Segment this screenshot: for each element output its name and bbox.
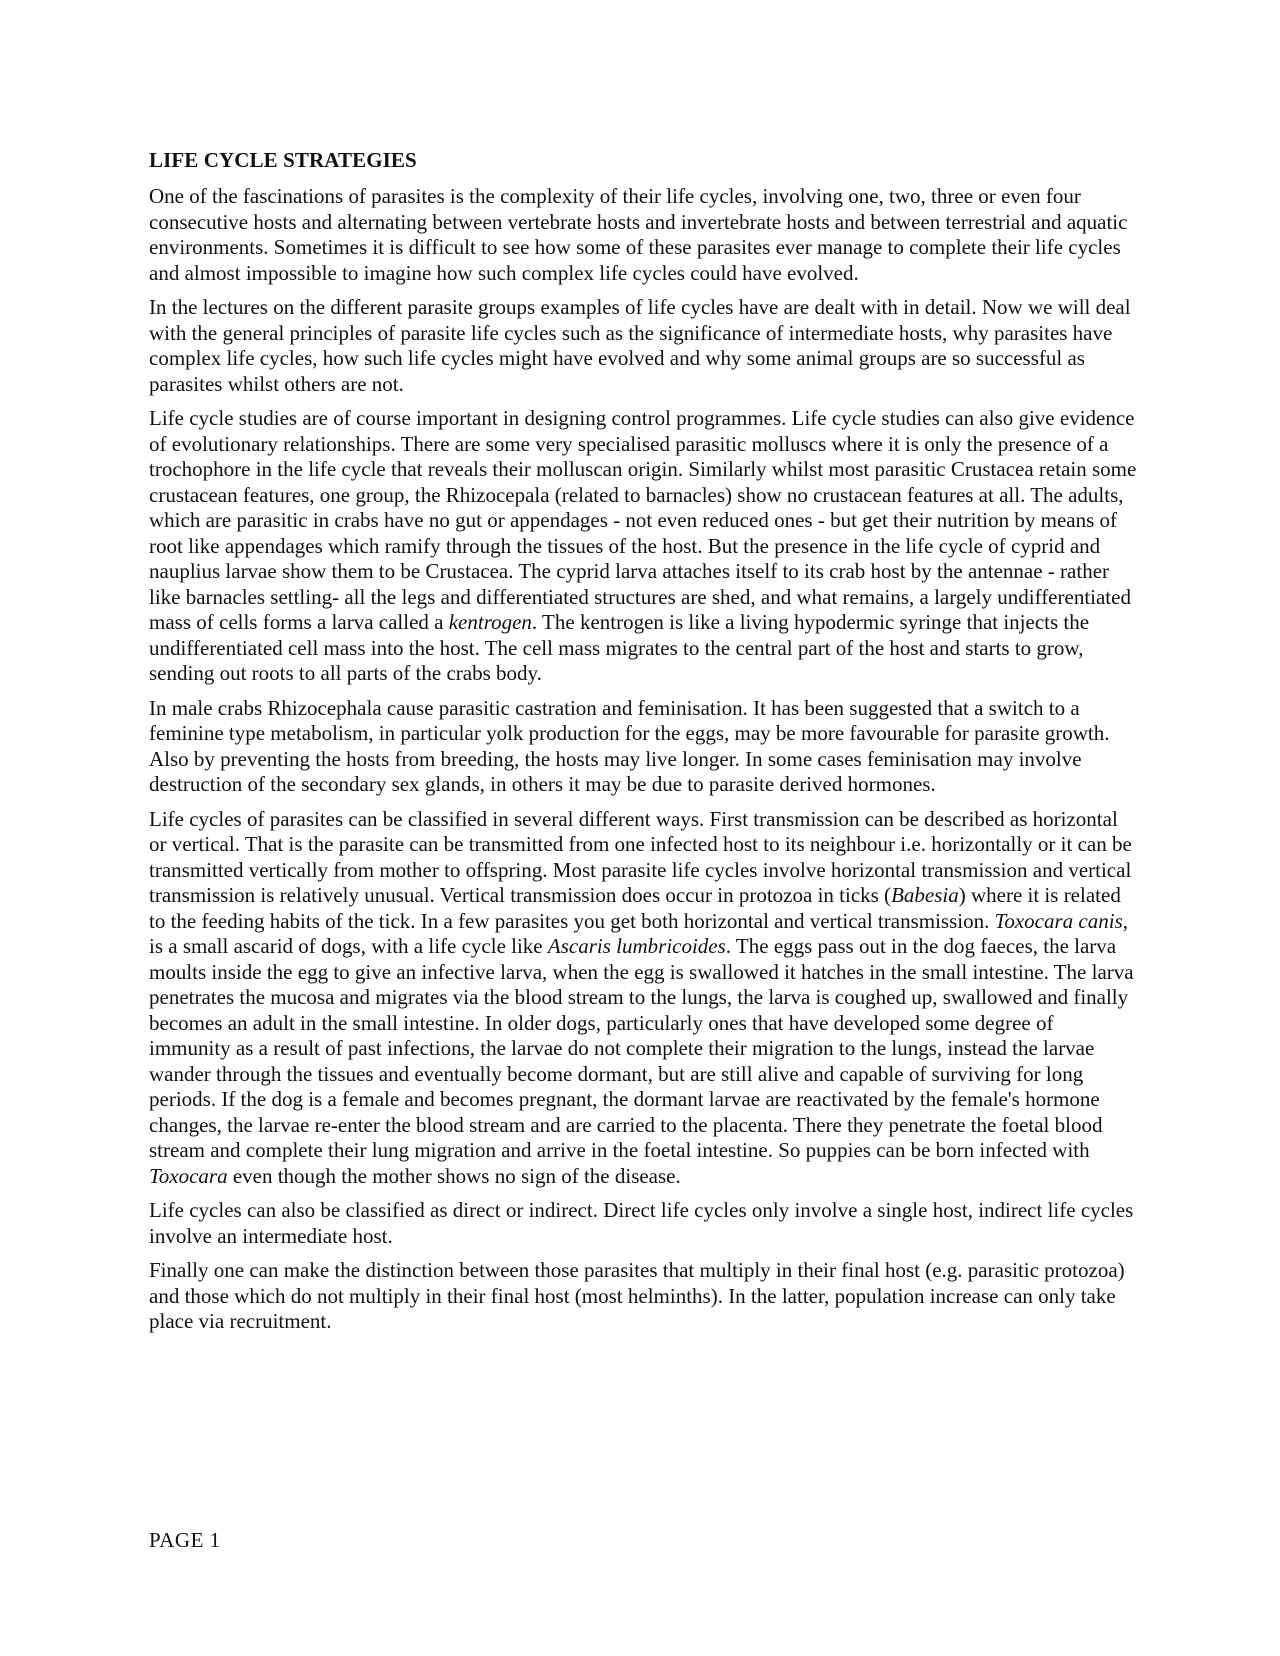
paragraph [149,696,1139,798]
text-run: . The kentrogen is like a living hypodermic syringe that injects the undifferentiated cell mass into the host. The cell mass migrates to the central part of the host and starts to grow, sending out roots to all parts of the crabs body. [149,610,1090,685]
paragraph [149,184,1139,286]
paragraph [149,807,1139,1190]
italic-term: kentrogen [448,610,532,634]
document-page [149,146,1139,1344]
paragraph [149,1198,1139,1249]
text-run: Finally one can make the distinction between those parasites that multiply in their final host (e.g. parasitic protozoa) and those which do not multiply in their final host (most helminths). In the latter, population increase can only take place via recruitment. [149,1258,1125,1333]
text-run: ) where it is related to the feeding habits of the tick. In a few parasites you get both horizontal and vertical transmission. [149,883,1121,933]
text-run: . The eggs pass out in the dog faeces, the larva moults inside the egg to give an infective larva, when the egg is swallowed it hatches in the small intestine. The larva penetrates the mucosa and migrates via the blood stream to the lungs, the larva is coughed up, swallowed and finally becomes an adult in the small intestine. In older dogs, particularly ones that have developed some degree of immunity as a result of past infections, the larvae do not complete their migration to the lungs, instead the larvae wander through the tissues and eventually become dormant, but are still alive and capable of surviving for long periods. If the dog is a female and becomes pregnant, the dormant larvae are reactivated by the female's hormone changes, the larvae re-enter the blood stream and are carried to the placenta. There they penetrate the foetal blood stream and complete their lung migration and arrive in the foetal intestine. So puppies can be born infected with [149,934,1134,1162]
text-run: One of the fascinations of parasites is the complexity of their life cycles, involving one, two, three or even four consecutive hosts and alternating between vertebrate hosts and invertebrate hosts and between terrestrial and aquatic environments. Sometimes it is difficult to see how some of these parasites ever manage to complete their life cycles and almost impossible to imagine how such complex life cycles could have evolved. [149,184,1128,285]
page-number-footer: PAGE 1 [149,1528,221,1552]
paragraph [149,406,1139,687]
paragraph [149,1258,1139,1335]
italic-term: Babesia [891,883,959,907]
text-run: Life cycle studies are of course important in designing control programmes. Life cycle studies can also give evidence of evolutionary relationships. There are some very specialised parasitic molluscs where it is only the presence of a trochophore in the life cycle that reveals their molluscan origin. Similarly whilst most parasitic Crustacea retain some crustacean features, one group, the Rhizocepala (related to barnacles) show no crustacean features at all. The adults, which are parasitic in crabs have no gut or appendages - not even reduced ones - but get their nutrition by means of root like appendages which ramify through the tissues of the host. But the presence in the life cycle of cyprid and nauplius larvae show them to be Crustacea. The cyprid larva attaches itself to its crab host by the antennae - rather like barnacles settling- all the legs and differentiated structures are shed, and what remains, a largely undifferentiated mass of cells forms a larva called a [149,406,1137,634]
text-run: , is a small ascarid of dogs, with a life cycle like [149,908,1129,958]
document-title: LIFE CYCLE STRATEGIES [149,148,417,172]
document-body [149,184,1139,1335]
italic-term: Toxocara [149,1163,228,1188]
italic-term: Ascaris lumbricoides [547,934,726,958]
italic-term: Toxocara canis [994,908,1123,933]
text-run: Life cycles can also be classified as direct or indirect. Direct life cycles only involve a single host, indirect life cycles involve an intermediate host. [149,1198,1134,1248]
paragraph [149,295,1139,397]
text-run: In the lectures on the different parasite groups examples of life cycles have are dealt with in detail. Now we will deal with the general principles of parasite life cycles such as the significance of intermediate hosts, why parasites have complex life cycles, how such life cycles might have evolved and why some animal groups are so successful as parasites whilst others are not. [149,295,1131,396]
text-run: Life cycles of parasites can be classified in several different ways. First transmission can be described as horizontal or vertical. That is the parasite can be transmitted from one infected host to its neighbour i.e. horizontally or it can be transmitted vertically from mother to offspring. Most parasite life cycles involve horizontal transmission and vertical transmission is relatively unusual. Vertical transmission does occur in protozoa in ticks ( [149,806,1132,907]
text-run: even though the mother shows no sign of the disease. [227,1163,681,1188]
text-run: In male crabs Rhizocephala cause parasitic castration and feminisation. It has been suggested that a switch to a feminine type metabolism, in particular yolk production for the eggs, may be more favourable for parasite growth. Also by preventing the hosts from breeding, the hosts may live longer. In some cases feminisation may involve destruction of the secondary sex glands, in others it may be due to parasite derived hormones. [149,695,1110,796]
